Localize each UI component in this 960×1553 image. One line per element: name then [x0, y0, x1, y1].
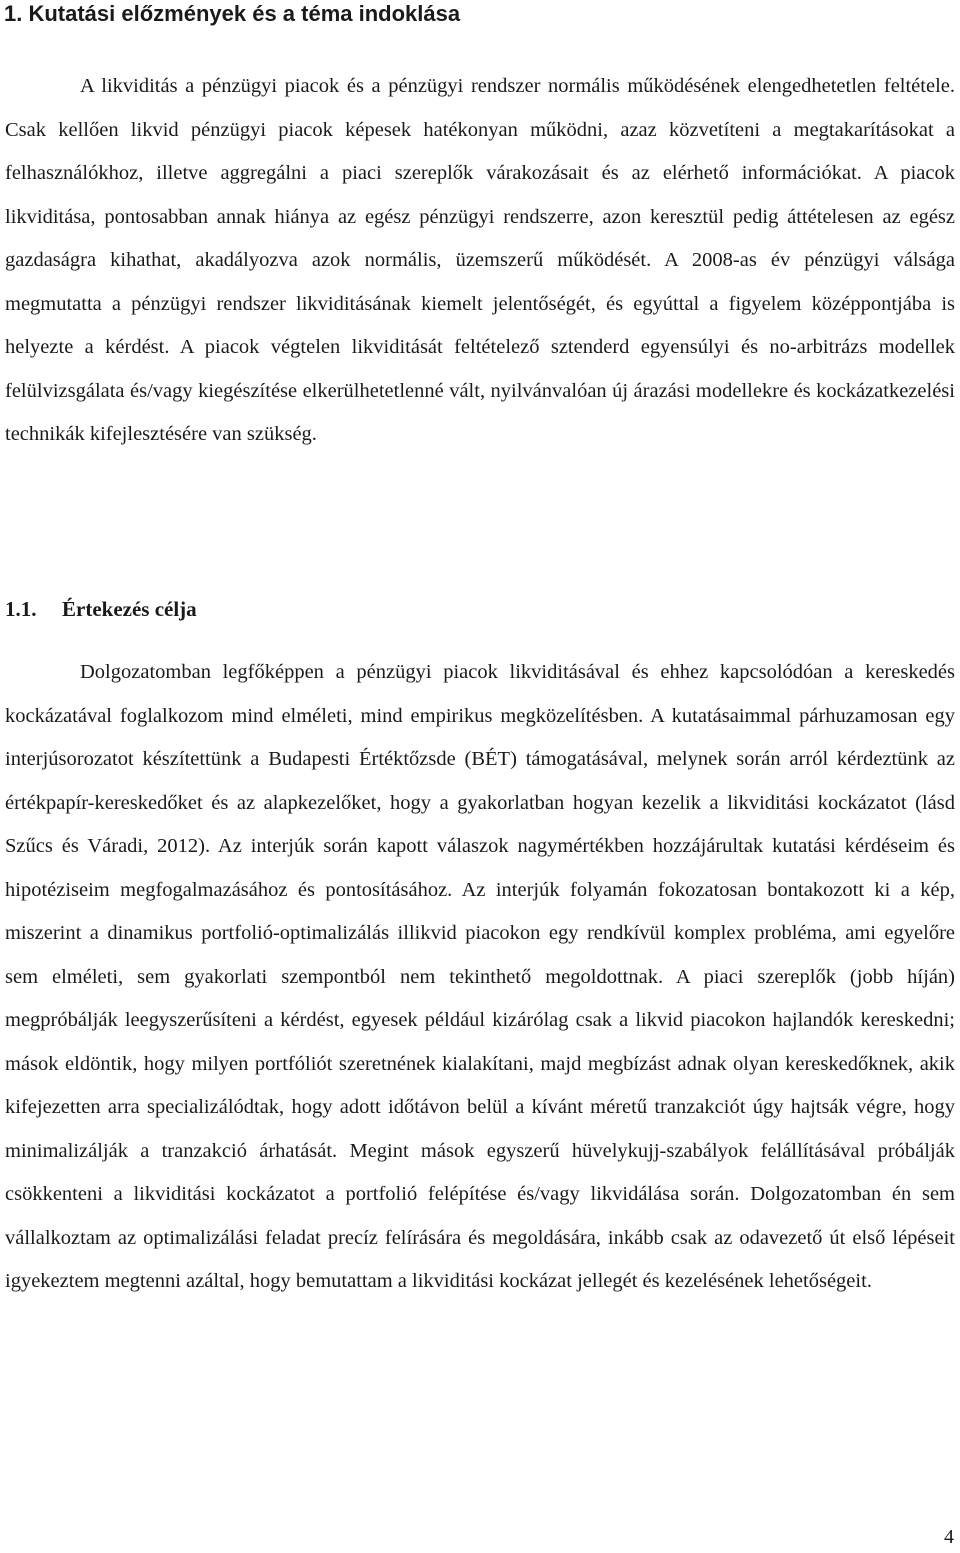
paragraph-intro: A likviditás a pénzügyi piacok és a pénzügyi rendszer normális működésének elengedhetetlen feltétele. Csak kellően likvid pénzügyi piacok képesek hatékonyan működni, azaz közvetíteni a megtakarításokat a felhasználókhoz, illetve aggregálni a piaci szereplők várakozásait és az elérhető információkat. A piacok likviditása, pontosabban annak hiánya az egész pénzügyi rendszerre, azon keresztül pedig áttételesen az egész gazdaságra kihathat, akadályozva azok normális, üzemszerű működését. A 2008-as év pénzügyi válsága megmutatta a pénzügyi rendszer likviditásának kiemelt jelentőségét, és egyúttal a figyelem középpontjába is helyezte a kérdést. A piacok végtelen likviditását feltételező sztenderd egyensúlyi és no-arbitrázs modellek felülvizsgálata és/vagy kiegészítése elkerülhetetlenné vált, nyilvánvalóan új árazási modellekre és kockázatkezelési technikák kifejlesztésére van szükség. — [5, 75, 955, 445]
subsection-title: Értekezés célja — [62, 597, 197, 621]
subsection-number: 1.1. — [5, 597, 37, 621]
subsection-heading — [5, 593, 197, 625]
page-number: 4 — [944, 1526, 954, 1548]
paragraph-aim: Dolgozatomban legfőképpen a pénzügyi piacok likviditásával és ehhez kapcsolódóan a kereskedés kockázatával foglalkozom mind elméleti, mind empirikus megközelítésben. A kutatásaimmal párhuzamosan egy interjúsorozatot készítettünk a Budapesti Értéktőzsde (BÉT) támogatásával, melynek során arról kérdeztünk az értékpapír-kereskedőket és az alapkezelőket, hogy a gyakorlatban hogyan kezelik a likviditási kockázatot (lásd Szűcs és Váradi, 2012). Az interjúk során kapott válaszok nagymértékben hozzájárultak kutatási kérdéseim és hipotéziseim megfogalmazásához és pontosításához. Az interjúk folyamán fokozatosan bontakozott ki a kép, miszerint a dinamikus portfolió-optimalizálás illikvid piacokon egy rendkívül komplex probléma, ami egyelőre sem elméleti, sem gyakorlati szempontból nem tekinthető megoldottnak. A piaci szereplők (jobb híján) megpróbálják leegyszerűsíteni a kérdést, egyesek például kizárólag csak a likvid piacokon hajlandók kereskedni; mások eldöntik, hogy milyen portfóliót szeretnének kialakítani, majd megbízást adnak olyan kereskedőknek, akik kifejezetten arra specializálódtak, hogy adott időtávon belül a kívánt méretű tranzakciót úgy hajtsák végre, hogy minimalizálják a tranzakció árhatását. Megint mások egyszerű hüvelykujj-szabályok felállításával próbálják csökkenteni a likviditási kockázatot a portfolió felépítése és/vagy likvidálása során. Dolgozatomban én sem vállalkoztam az optimalizálási feladat precíz felírására és megoldására, inkább csak az odavezető út első lépéseit igyekeztem megtenni azáltal, hogy bemutattam a likviditási kockázat jellegét és kezelésének lehetőségeit. — [5, 661, 955, 1292]
section-heading: 1. Kutatási előzmények és a téma indoklása — [4, 1, 461, 26]
